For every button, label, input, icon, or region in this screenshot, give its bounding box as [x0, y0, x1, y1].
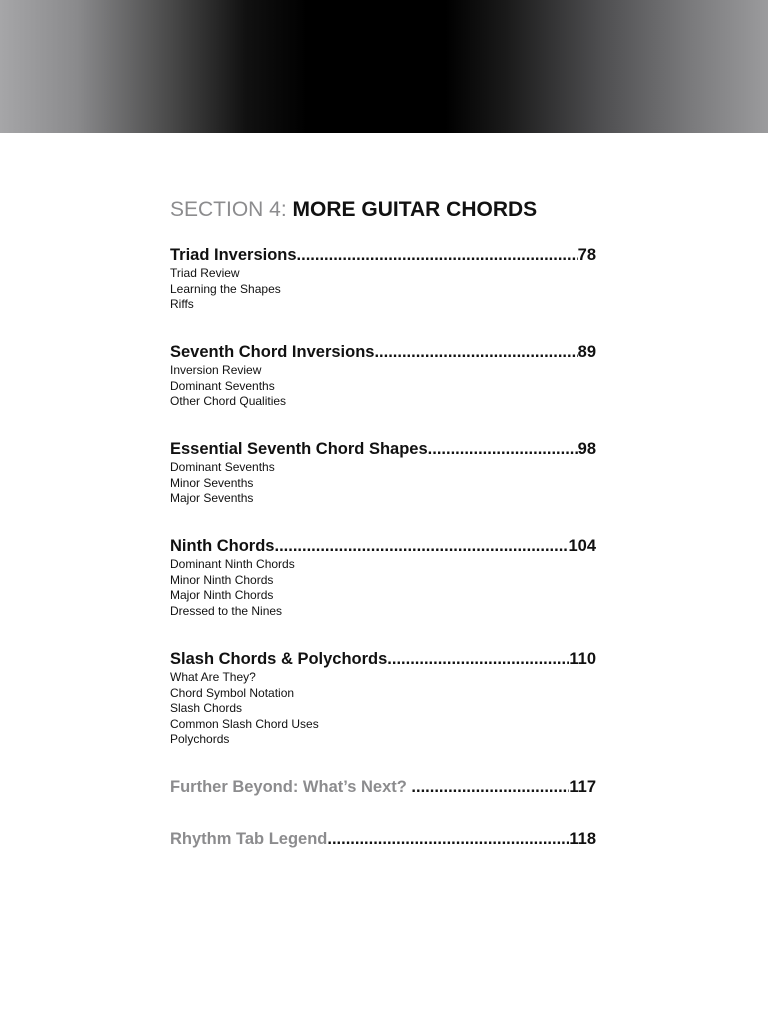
- entry-heading: [170, 777, 596, 797]
- toc-entry-ninth-chords: [170, 536, 596, 619]
- toc-entry-further-beyond: [170, 777, 596, 797]
- toc-entry-essential-seventh-chord-shapes: [170, 439, 596, 507]
- entry-title: Ninth Chords: [170, 537, 275, 555]
- subtopic-item: Dominant Sevenths: [170, 460, 275, 474]
- subtopic-item: Major Sevenths: [170, 491, 254, 505]
- page-number: 110: [569, 650, 596, 668]
- entry-heading: [170, 245, 596, 265]
- page-number: 89: [577, 343, 596, 361]
- dot-leader: [411, 777, 569, 797]
- entry-title: Essential Seventh Chord Shapes: [170, 440, 428, 458]
- subtopic-item: Dominant Ninth Chords: [170, 557, 295, 571]
- dot-leader: [428, 439, 578, 459]
- page-number: 98: [577, 440, 596, 458]
- page-number: 118: [569, 830, 596, 848]
- dot-leader: [327, 829, 569, 849]
- page-number: 117: [569, 778, 596, 796]
- subtopic-item: What Are They?: [170, 670, 256, 684]
- subtopic-item: Triad Review: [170, 266, 240, 280]
- subtopic-item: Dressed to the Nines: [170, 603, 283, 618]
- subtopic-item: Major Ninth Chords: [170, 588, 274, 602]
- section-title: [170, 198, 537, 222]
- dot-leader: [297, 245, 578, 265]
- subtopic-list: [170, 266, 596, 313]
- subtopic-list: [170, 670, 596, 748]
- subtopic-item: Minor Sevenths: [170, 475, 254, 490]
- subtopic-list: [170, 363, 596, 410]
- entry-heading: [170, 536, 596, 556]
- page-number: 104: [568, 537, 596, 555]
- toc-entry-seventh-chord-inversions: [170, 342, 596, 410]
- subtopic-item: Learning the Shapes: [170, 281, 281, 296]
- dot-leader: [275, 536, 569, 556]
- entry-heading: [170, 649, 596, 669]
- entry-title: Rhythm Tab Legend: [170, 830, 328, 848]
- section-name: MORE GUITAR CHORDS: [292, 198, 538, 221]
- entry-title: Further Beyond: What’s Next?: [170, 778, 412, 796]
- section-prefix: SECTION 4:: [170, 198, 287, 221]
- subtopic-item: Inversion Review: [170, 363, 262, 377]
- dot-leader: [374, 342, 577, 362]
- toc-entry-slash-chords-polychords: [170, 649, 596, 748]
- subtopic-item: Polychords: [170, 732, 230, 746]
- subtopic-item: Chord Symbol Notation: [170, 685, 295, 700]
- entry-title: Triad Inversions: [170, 246, 297, 264]
- entry-title: Seventh Chord Inversions: [170, 343, 375, 361]
- subtopic-list: [170, 460, 596, 507]
- entry-heading: [170, 439, 596, 459]
- entry-heading: [170, 342, 596, 362]
- dot-leader: [387, 649, 569, 669]
- subtopic-item: Slash Chords: [170, 701, 243, 715]
- toc-entry-rhythm-tab-legend: [170, 829, 596, 849]
- subtopic-item: Riffs: [170, 297, 194, 311]
- subtopic-item: Minor Ninth Chords: [170, 572, 274, 587]
- subtopic-list: [170, 557, 596, 619]
- entry-heading: [170, 829, 596, 849]
- page-number: 78: [577, 246, 596, 264]
- toc-entry-triad-inversions: [170, 245, 596, 313]
- subtopic-item: Common Slash Chord Uses: [170, 716, 319, 731]
- header-gradient-band: [0, 0, 768, 133]
- subtopic-item: Other Chord Qualities: [170, 394, 287, 408]
- subtopic-item: Dominant Sevenths: [170, 378, 275, 393]
- entry-title: Slash Chords & Polychords: [170, 650, 388, 668]
